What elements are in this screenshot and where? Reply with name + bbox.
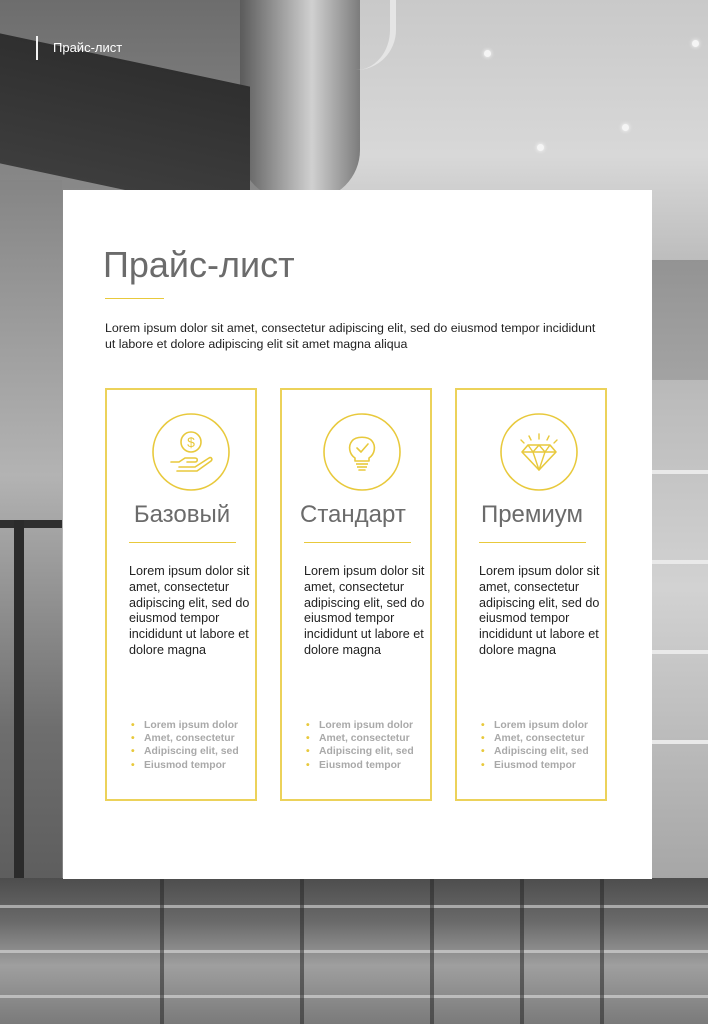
lightbulb-icon bbox=[322, 412, 402, 492]
plan-description: Lorem ipsum dolor sit amet, consectetur adipiscing elit, sed do eiusmod tempor incididunt ut labore et dolore magna bbox=[479, 564, 600, 657]
plan-underline bbox=[479, 542, 586, 543]
price-list-card bbox=[63, 190, 652, 879]
list-item: • Eiusmod tempor bbox=[479, 759, 603, 772]
title-underline bbox=[105, 298, 164, 299]
list-item: • Adipiscing elit, sed bbox=[304, 745, 428, 758]
plan-card-premium bbox=[455, 388, 607, 801]
plan-card-basic bbox=[105, 388, 257, 801]
list-item: • Amet, consectetur bbox=[479, 732, 603, 745]
diamond-icon bbox=[499, 412, 579, 492]
list-item: • Lorem ipsum dolor bbox=[129, 719, 253, 732]
list-item: • Amet, consectetur bbox=[129, 732, 253, 745]
header-divider bbox=[36, 36, 38, 60]
plan-name: Базовый bbox=[133, 501, 231, 528]
list-item: • Lorem ipsum dolor bbox=[304, 719, 428, 732]
list-item: • Eiusmod tempor bbox=[129, 759, 253, 772]
plan-description: Lorem ipsum dolor sit amet, consectetur adipiscing elit, sed do eiusmod tempor incididunt ut labore et dolore magna bbox=[129, 564, 250, 657]
plan-feature-list bbox=[479, 719, 603, 772]
list-item: • Adipiscing elit, sed bbox=[479, 745, 603, 758]
list-item: • Lorem ipsum dolor bbox=[479, 719, 603, 732]
list-item: • Eiusmod tempor bbox=[304, 759, 428, 772]
plan-name: Премиум bbox=[480, 501, 584, 528]
plan-card-standard bbox=[280, 388, 432, 801]
page-title: Прайс-лист bbox=[103, 244, 295, 285]
svg-text:$: $ bbox=[187, 434, 195, 450]
header-title: Прайс-лист bbox=[53, 40, 123, 55]
plan-name: Стандарт bbox=[300, 501, 406, 528]
money-hand-icon bbox=[151, 412, 231, 492]
plan-feature-list bbox=[129, 719, 253, 772]
list-item: • Adipiscing elit, sed bbox=[129, 745, 253, 758]
plan-description: Lorem ipsum dolor sit amet, consectetur adipiscing elit, sed do eiusmod tempor incididunt ut labore et dolore magna bbox=[304, 564, 425, 657]
plan-underline bbox=[304, 542, 411, 543]
plan-feature-list bbox=[304, 719, 428, 772]
plan-underline bbox=[129, 542, 236, 543]
intro-text: Lorem ipsum dolor sit amet, consectetur adipiscing elit, sed do eiusmod tempor incididunt ut labore et dolore adipiscing elit sit amet magna aliqua bbox=[105, 321, 596, 351]
list-item: • Amet, consectetur bbox=[304, 732, 428, 745]
